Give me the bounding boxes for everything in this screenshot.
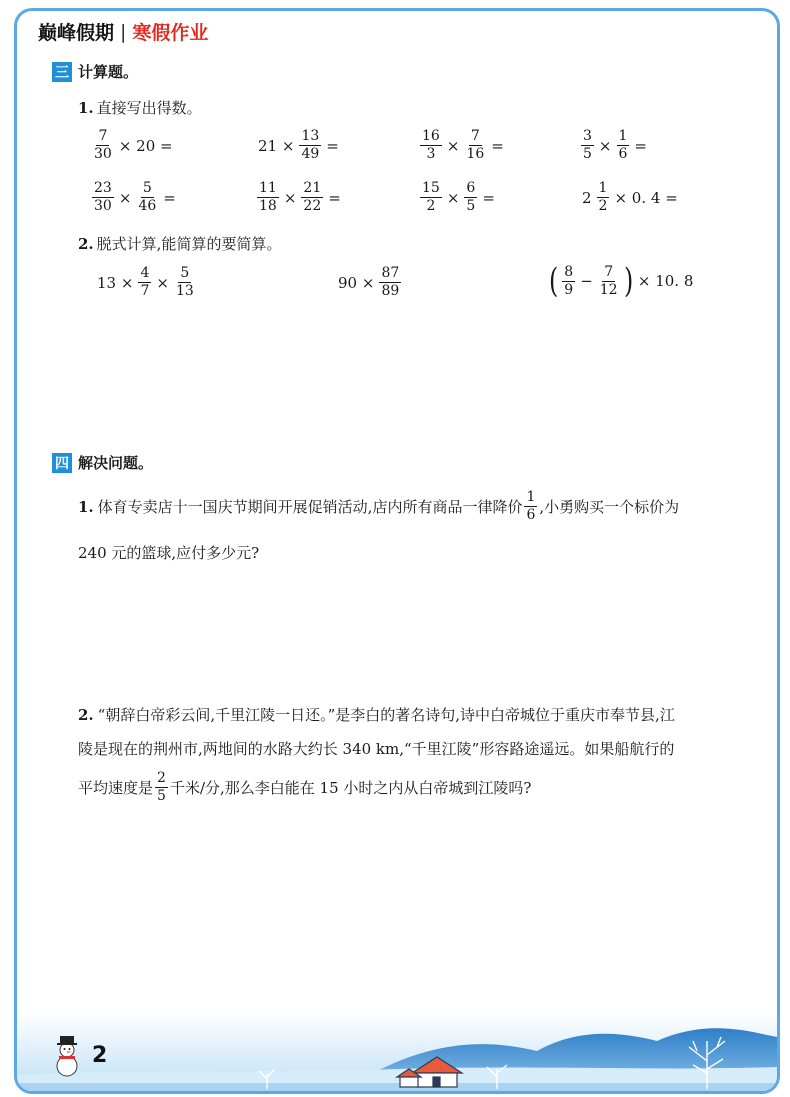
section-three-badge: 三 — [52, 62, 72, 82]
expression-r2c4: 2 $\frac{1}{2}$ × 0. 4 = — [582, 180, 678, 214]
problem-text: 陵是现在的荆州市,两地间的水路大约长 340 km,“千里江陵”形容路途遥远。如果船航行的 — [78, 740, 675, 758]
question-2-title — [78, 233, 281, 254]
section-three-heading — [52, 61, 138, 82]
fraction: $\frac{4}{7}$ — [140, 265, 150, 299]
problem-text: 平均速度是 — [78, 778, 154, 797]
section-four-heading — [52, 452, 153, 473]
problem-text: 千米/分,那么李白能在 15 小时之内从白帝城到江陵吗? — [169, 778, 532, 797]
fraction: $\frac{6}{5}$ — [466, 180, 476, 214]
book-title: 巅峰假期 — [38, 22, 115, 44]
problem-text: ,小勇购买一个标价为 — [539, 497, 680, 516]
fraction: $\frac{87}{89}$ — [381, 265, 400, 299]
expression-r1c1: $\frac{7}{30}$ × 20 = — [94, 128, 173, 162]
question-1-title — [78, 97, 202, 118]
problem-text: 240 元的篮球,应付多少元? — [78, 544, 260, 562]
fraction: $\frac{8}{9}$ — [564, 263, 574, 298]
fraction: $\frac{15}{2}$ — [422, 180, 440, 214]
winter-scene-footer — [17, 1011, 777, 1091]
calc-expression-1: 13 × $\frac{4}{7}$ × $\frac{5}{13}$ — [97, 265, 194, 299]
problem-number: 1. — [78, 497, 94, 516]
problem-1 — [78, 490, 743, 563]
fraction: $\frac{1}{6}$ — [618, 128, 628, 162]
problem-2 — [78, 705, 743, 804]
fraction: $\frac{5}{13}$ — [175, 265, 194, 299]
expression-r2c2: $\frac{11}{18}$ × $\frac{21}{22}$ = — [259, 180, 341, 214]
problem-number: 2. — [78, 706, 94, 724]
expression-r1c3: $\frac{16}{3}$ × $\frac{7}{16}$ = — [422, 128, 504, 162]
fraction: $\frac{2}{5}$ — [157, 770, 166, 804]
section-four-title: 解决问题。 — [78, 454, 154, 472]
problem-text: 体育专卖店十一国庆节期间开展促销活动,店内所有商品一律降价 — [97, 497, 523, 516]
fraction: $\frac{16}{3}$ — [422, 128, 440, 162]
fraction: $\frac{1}{6}$ — [526, 489, 536, 523]
fraction: $\frac{21}{22}$ — [303, 180, 322, 214]
section-four-badge: 四 — [52, 453, 72, 473]
header-separator: | — [120, 20, 127, 43]
expression-r1c4: $\frac{3}{5}$ × $\frac{1}{6}$ = — [583, 128, 647, 162]
expression-r2c3: $\frac{15}{2}$ × $\frac{6}{5}$ = — [422, 180, 495, 214]
fraction: $\frac{11}{18}$ — [259, 180, 277, 214]
calc-expression-2: 90 × $\frac{87}{89}$ — [338, 265, 400, 299]
fraction: $\frac{1}{2}$ — [598, 180, 608, 214]
expression-r2c1: $\frac{23}{30}$ × $\frac{5}{46}$ = — [94, 180, 176, 214]
fraction: $\frac{3}{5}$ — [583, 128, 592, 162]
fraction: $\frac{23}{30}$ — [94, 180, 112, 214]
question-number: 2. — [78, 235, 94, 253]
fraction: $\frac{7}{12}$ — [599, 263, 618, 298]
fraction: $\frac{7}{30}$ — [94, 128, 112, 162]
section-three-title: 计算题。 — [78, 63, 139, 81]
snowman-icon — [50, 1034, 84, 1078]
question-number: 1. — [78, 99, 94, 117]
fraction: $\frac{5}{46}$ — [138, 180, 157, 214]
calc-expression-3: ( $\frac{8}{9}$ − $\frac{7}{12}$ ) × 10. 8 — [548, 261, 694, 301]
book-subtitle: 寒假作业 — [132, 22, 209, 44]
page-header — [38, 18, 208, 45]
problem-text: “朝辞白帝彩云间,千里江陵一日还。”是李白的著名诗句,诗中白帝城位于重庆市奉节县,江 — [97, 706, 675, 724]
expression-r1c2: 21 × $\frac{13}{49}$ = — [258, 128, 339, 162]
question-text: 脱式计算,能简算的要简算。 — [96, 235, 282, 253]
fraction: $\frac{13}{49}$ — [301, 128, 320, 162]
page-number: 2 — [92, 1043, 108, 1068]
question-text: 直接写出得数。 — [96, 99, 202, 117]
fraction: $\frac{7}{16}$ — [466, 128, 485, 162]
